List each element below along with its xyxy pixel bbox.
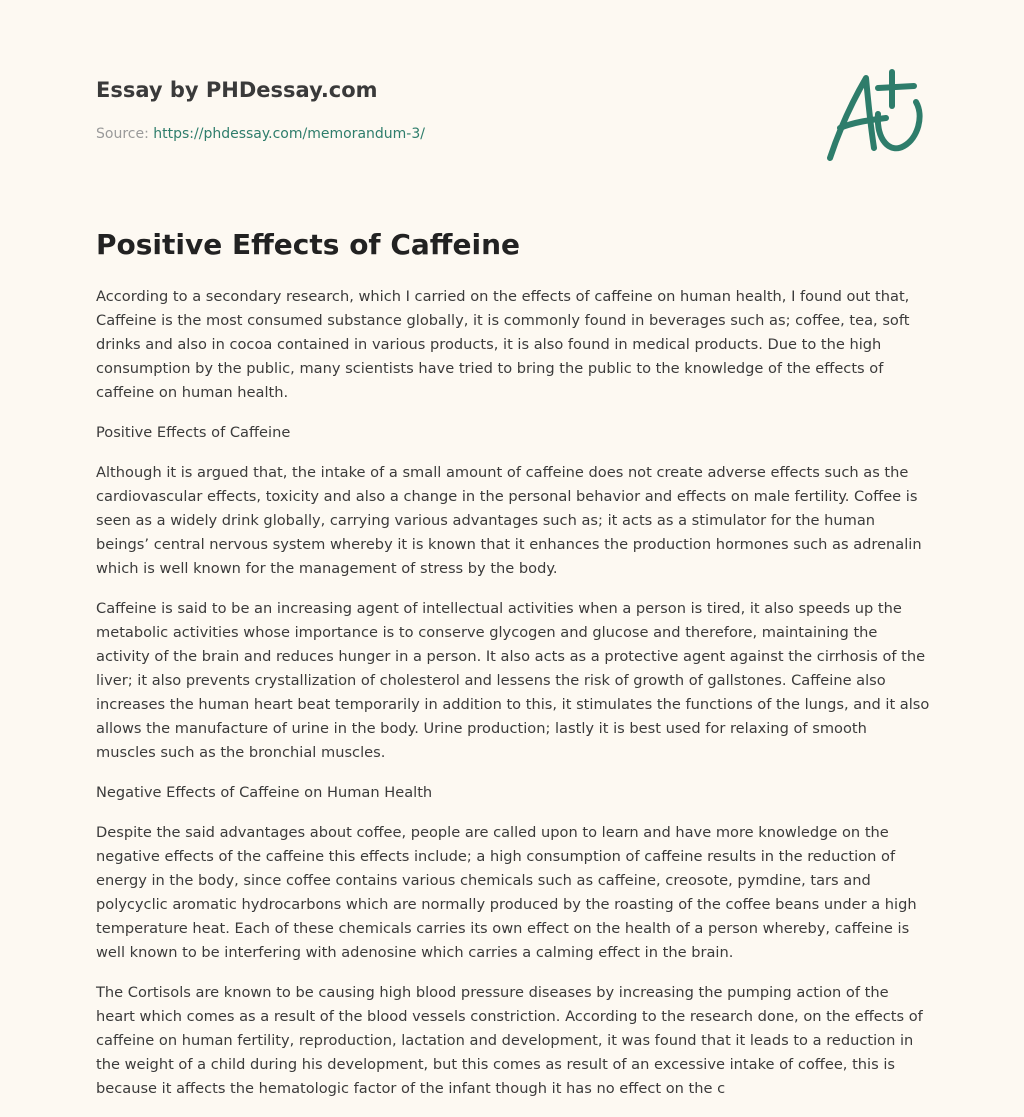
source-label: Source: <box>96 126 149 142</box>
paragraph: According to a secondary research, which I carried on the effects of caffeine on human health, I found out that, Caffeine is the most consumed substance globally, it is commonly found in beverages such as; coffee, tea, soft drinks and also in cocoa contained in various products, it is also found in medical products. Due to the high consumption by the public, many scientists have tried to bring the public to the knowledge of the effects of caffeine on human health. <box>96 288 910 401</box>
a-plus-grade-icon <box>818 66 934 166</box>
a-plus-logo-svg <box>818 66 934 166</box>
site-header <box>96 76 796 144</box>
source-line <box>96 124 796 144</box>
article-body <box>96 285 930 1117</box>
source-link[interactable]: https://phdessay.com/memorandum-3/ <box>153 126 425 142</box>
paragraph: Caffeine is said to be an increasing agent of intellectual activities when a person is tired, it also speeds up the metabolic activities whose importance is to conserve glycogen and glucose and therefore, maintaining the activity of the brain and reduces hunger in a person. It also acts as a protective agent against the cirrhosis of the liver; it also prevents crystallization of cholesterol and lessens the risk of growth of gallstones. Caffeine also increases the human heart beat temporarily in addition to this, it stimulates the functions of the lungs, and it also allows the manufacture of urine in the body. Urine production; lastly it is best used for relaxing of smooth muscles such as the bronchial muscles. <box>96 600 930 761</box>
site-brand: Essay by PHDessay.com <box>96 78 378 102</box>
paragraph: Although it is argued that, the intake of a small amount of caffeine does not create adverse effects such as the cardiovascular effects, toxicity and also a change in the personal behavior and effects on male fertility. Coffee is seen as a widely drink globally, carrying various advantages such as; it acts as a stimulator for the human beings’ central nervous system whereby it is known that it enhances the production hormones such as adrenalin which is well known for the management of stress by the body. <box>96 464 922 577</box>
section-heading: Positive Effects of Caffeine <box>96 424 291 441</box>
article-title: Positive Effects of Caffeine <box>96 228 520 261</box>
paragraph: The Cortisols are known to be causing high blood pressure diseases by increasing the pumping action of the heart which comes as a result of the blood vessels constriction. According to the research done, on the effects of caffeine on human fertility, reproduction, lactation and development, it was found that it leads to a reduction in the weight of a child during his development, but this comes as result of an excessive intake of coffee, this is because it affects the hematologic factor of the infant though it has no effect on the c <box>96 984 923 1097</box>
paragraph: Despite the said advantages about coffee, people are called upon to learn and have more knowledge on the negative effects of the caffeine this effects include; a high consumption of caffeine results in the reduction of energy in the body, since coffee contains various chemicals such as caffeine, creosote, pymdine, tars and polycyclic aromatic hydrocarbons which are normally produced by the roasting of the coffee beans under a high temperature heat. Each of these chemicals carries its own effect on the health of a person whereby, caffeine is well known to be interfering with adenosine which carries a calming effect in the brain. <box>96 824 917 961</box>
section-heading: Negative Effects of Caffeine on Human Health <box>96 784 433 801</box>
